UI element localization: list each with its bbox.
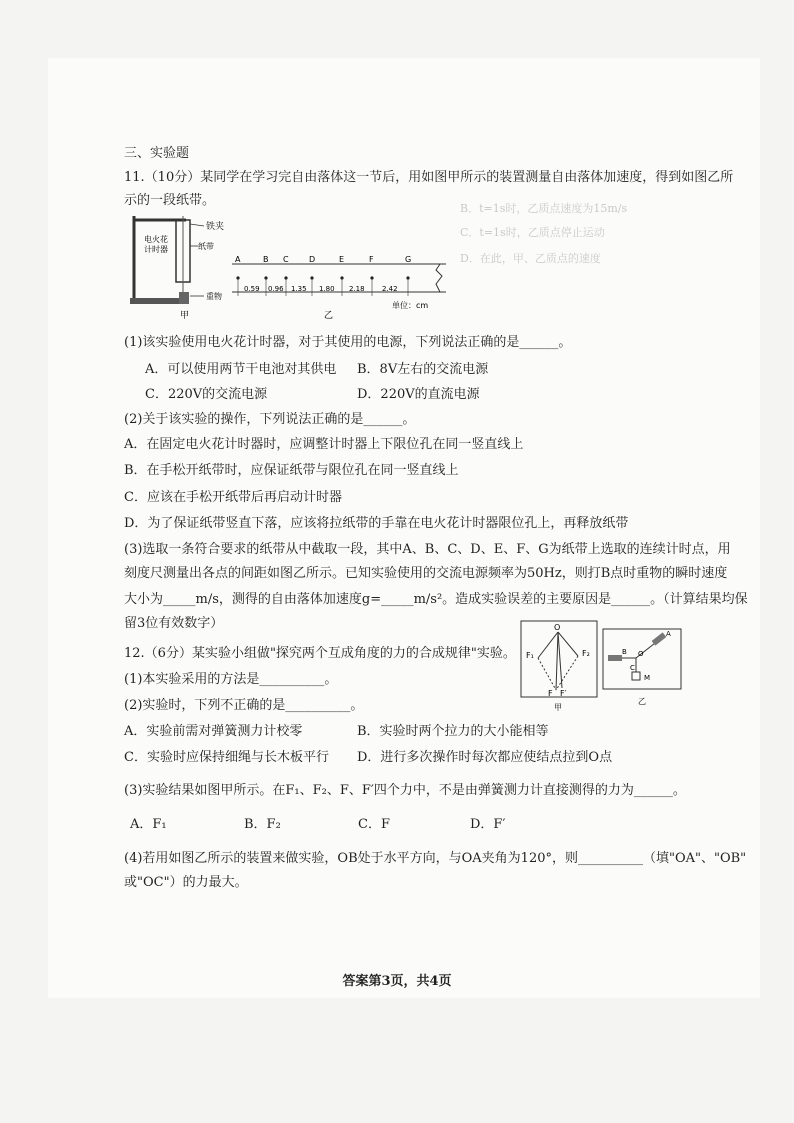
q11-part2: (2)关于该实验的操作，下列说法正确的是______。 xyxy=(124,412,416,427)
bleed-through-text: B．t=1s时，乙质点速度为15m/s xyxy=(460,202,628,215)
q12-part2: (2)实验时，下列不正确的是__________。 xyxy=(124,698,364,713)
label-O: O xyxy=(554,623,561,632)
tape-distance-label: 2.18 xyxy=(349,285,365,293)
q11-p1-option-d: D．220V的直流电源 xyxy=(357,387,480,402)
q11-p1-option-c: C．220V的交流电源 xyxy=(145,387,268,402)
q12-p3-option-a: A．F₁ xyxy=(130,817,167,832)
q12-p3-option-d: D．F′ xyxy=(470,817,506,832)
tape-unit: 单位：cm xyxy=(392,301,429,310)
tape-point-label: C xyxy=(283,255,289,264)
q12-p2-option-a: A．实验前需对弹簧测力计校零 xyxy=(124,724,303,739)
tape-distance-label: 0.59 xyxy=(244,285,260,293)
q11-p1-option-a: A．可以使用两节干电池对其供电 xyxy=(145,362,337,377)
q11-stem-line2: 示的一段纸带。 xyxy=(124,193,216,208)
tape-figure xyxy=(232,250,446,320)
label-timer: 计时器 xyxy=(144,245,168,254)
tape-point-label: F xyxy=(369,255,374,264)
q12-p2-option-d: D．进行多次操作时每次都应使结点拉到O点 xyxy=(357,750,613,765)
label-O: O xyxy=(638,650,644,658)
caption-yi: 乙 xyxy=(324,311,334,320)
q11-part3-line1: (3)选取一条符合要求的纸带从中截取一段，其中A、B、C、D、E、F、G为纸带上选取的连续计时点，用 xyxy=(124,542,731,557)
q11-p2-option-a: A．在固定电火花计时器时，应调整计时器上下限位孔在同一竖直线上 xyxy=(124,437,524,452)
tape-distance-label: 2.42 xyxy=(382,285,398,293)
weight xyxy=(179,292,189,304)
caption-jia: 甲 xyxy=(180,311,190,321)
q12-p3-option-b: B．F₂ xyxy=(244,817,281,832)
tape-distance-label: 1.35 xyxy=(291,285,307,293)
tape-distance-label: 0.96 xyxy=(268,285,284,293)
q12-part1: (1)本实验采用的方法是__________。 xyxy=(124,672,338,687)
q12-part4-line2: 或"OC"）的力最大。 xyxy=(124,875,248,890)
q12-part3: (3)实验结果如图甲所示。在F₁、F₂、F、F′四个力中，不是由弹簧测力计直接测得的力为______。 xyxy=(124,783,686,798)
label-B: B xyxy=(622,648,627,656)
label-Fprime: F′ xyxy=(560,689,567,698)
bleed-through-text: C．t=1s时，乙质点停止运动 xyxy=(460,226,605,239)
label-M: M xyxy=(644,674,651,682)
force-diagram-jia xyxy=(520,620,598,712)
label-paper: 纸带 xyxy=(198,242,214,251)
q11-p2-option-c: C．应该在手松开纸带后再启动计时器 xyxy=(124,490,342,505)
force-diagram-yi xyxy=(602,628,684,712)
label-C: C xyxy=(630,664,635,672)
tape-point-label: G xyxy=(405,255,412,264)
q12-stem: 12.（6分）某实验小组做"探究两个互成角度的力的合成规律"实验。 xyxy=(124,646,516,661)
q12-p2-option-c: C．实验时应保持细绳与长木板平行 xyxy=(124,750,329,765)
tape-point-label: D xyxy=(309,255,316,264)
section-title: 三、实验题 xyxy=(124,146,190,161)
q12-p3-option-c: C．F xyxy=(358,817,390,832)
label-A: A xyxy=(666,630,671,638)
q11-part3-line2: 刻度尺测量出各点的间距如图乙所示。已知实验使用的交流电源频率为50Hz，则打B点时重物的瞬时速度 xyxy=(124,566,728,581)
page-footer: 答案第3页，共4页 xyxy=(342,974,452,989)
caption-yi: 乙 xyxy=(638,697,646,706)
label-tiejia: 铁夹 xyxy=(206,222,225,232)
label-F: F xyxy=(548,689,553,698)
label-timer: 电火花 xyxy=(144,235,168,244)
tape-distance-label: 1.80 xyxy=(319,285,335,293)
q12-part4-line1: (4)若用如图乙所示的装置来做实验，OB处于水平方向，与OA夹角为120°，则__________（填"OA"、"OB" xyxy=(124,851,747,866)
q11-stem-line1: 11.（10分）某同学在学习完自由落体这一节后，用如图甲所示的装置测量自由落体加速度，得到如图乙所 xyxy=(124,170,734,185)
tape-point-label: B xyxy=(263,255,269,264)
tape-point-label: E xyxy=(339,255,345,264)
apparatus-figure xyxy=(124,212,234,324)
caption-jia: 甲 xyxy=(554,703,562,712)
label-F1: F₁ xyxy=(526,651,534,660)
q11-p1-option-b: B．8V左右的交流电源 xyxy=(357,362,489,377)
bleed-through-text: D．在此，甲、乙质点的速度 xyxy=(460,252,601,265)
q11-part3-line4: 留3位有效数字） xyxy=(124,616,224,631)
label-weight: 重物 xyxy=(206,292,222,301)
label-F2: F₂ xyxy=(582,649,590,658)
q12-p2-option-b: B．实验时两个拉力的大小能相等 xyxy=(357,724,549,739)
q11-part1: (1)该实验使用电火花计时器，对于其使用的电源，下列说法正确的是______。 xyxy=(124,335,572,350)
tape-point-label: A xyxy=(235,255,241,264)
q11-part3-line3: 大小为_____m/s，测得的自由落体加速度g=_____m/s²。造成实验误差的主要原因是______。（计算结果均保 xyxy=(124,592,748,607)
q11-p2-option-d: D．为了保证纸带竖直下落，应该将拉纸带的手靠在电火花计时器限位孔上，再释放纸带 xyxy=(124,516,629,531)
q11-p2-option-b: B．在手松开纸带时，应保证纸带与限位孔在同一竖直线上 xyxy=(124,463,459,478)
